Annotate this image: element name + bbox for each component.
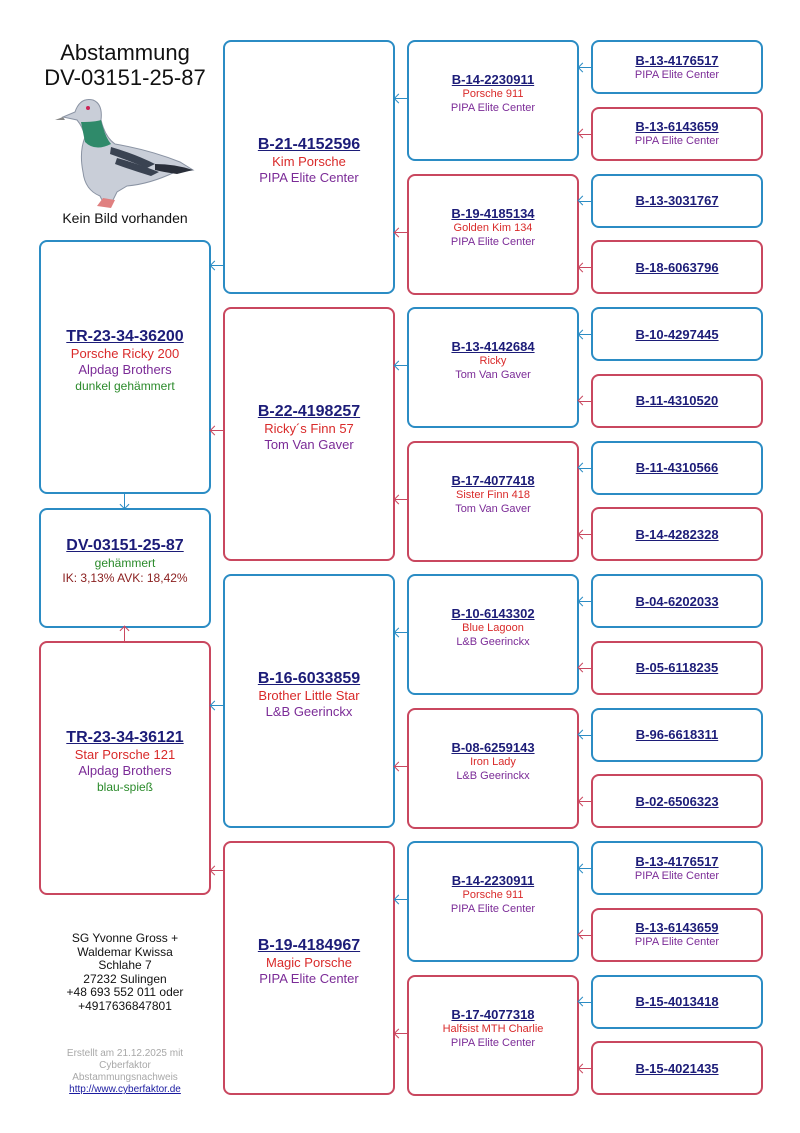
arrow-left-icon xyxy=(579,935,591,936)
great-grandparent-box[interactable] xyxy=(407,174,579,295)
pigeon-info xyxy=(635,53,719,82)
pigeon-image xyxy=(55,92,195,210)
feather-color: gehämmert xyxy=(94,556,156,570)
arrow-left-icon xyxy=(395,499,407,500)
great-great-grandparent-box[interactable] xyxy=(591,507,763,561)
owner-name: PIPA Elite Center xyxy=(634,135,720,148)
pigeon-info xyxy=(451,72,535,115)
arrow-left-icon xyxy=(395,232,407,233)
pigeon-info xyxy=(258,669,360,720)
great-great-grandparent-box[interactable] xyxy=(591,841,763,895)
pigeon-info xyxy=(635,193,718,208)
ring-number-link[interactable]: B-13-6143659 xyxy=(635,119,719,135)
owner-name: Alpdag Brothers xyxy=(78,762,172,778)
arrow-left-icon xyxy=(579,201,591,202)
ring-number-link[interactable]: B-21-4152596 xyxy=(257,135,361,153)
ring-number-link[interactable]: B-22-4198257 xyxy=(257,402,361,420)
ring-number-link[interactable]: B-14-2230911 xyxy=(451,873,535,888)
pigeon-info xyxy=(636,727,718,742)
owner-name: PIPA Elite Center xyxy=(450,1036,536,1049)
pigeon-info xyxy=(451,740,534,783)
arrow-left-icon xyxy=(579,267,591,268)
ring-number-link[interactable]: B-13-3031767 xyxy=(635,193,719,208)
grandparent-box[interactable] xyxy=(223,40,395,294)
owner-name: PIPA Elite Center xyxy=(450,903,536,915)
arrow-left-icon xyxy=(579,735,591,736)
address-line: Waldemar Kwissa xyxy=(77,944,173,959)
arrow-left-icon xyxy=(395,632,407,633)
great-grandparent-box[interactable] xyxy=(407,441,579,562)
great-grandparent-box[interactable] xyxy=(407,975,579,1096)
pigeon-info xyxy=(635,119,719,148)
pigeon-info xyxy=(451,606,534,649)
address-line: 27232 Sulingen xyxy=(83,971,167,986)
pigeon-name: Star Porsche 121 xyxy=(74,746,176,762)
pigeon-info xyxy=(636,393,718,408)
pigeon-info xyxy=(635,594,718,609)
great-great-grandparent-box[interactable] xyxy=(591,708,763,762)
ring-number-link[interactable]: B-04-6202033 xyxy=(635,593,719,609)
owner-name: Tom Van Gaver xyxy=(455,502,531,515)
grandparent-box[interactable] xyxy=(223,574,395,828)
owner-name: L&B Geerinckx xyxy=(456,636,530,648)
great-great-grandparent-box[interactable] xyxy=(591,174,763,228)
pigeon-info xyxy=(635,527,718,542)
arrow-left-icon xyxy=(211,430,223,431)
great-great-grandparent-box[interactable] xyxy=(591,107,763,161)
arrow-left-icon xyxy=(579,1068,591,1069)
subject-box[interactable] xyxy=(39,508,211,628)
owner-name: Tom Van Gaver xyxy=(455,369,531,381)
inbreeding-coefficient: IK: 3,13% AVK: 18,42% xyxy=(62,571,188,585)
pigeon-info xyxy=(451,206,535,249)
dam-box[interactable] xyxy=(39,641,211,895)
pigeon-name: Brother Little Star xyxy=(258,687,360,703)
pigeon-name: Porsche Ricky 200 xyxy=(70,345,180,361)
great-grandparent-box[interactable] xyxy=(407,307,579,428)
arrow-left-icon xyxy=(579,468,591,469)
grandparent-box[interactable] xyxy=(223,307,395,561)
address-line: SG Yvonne Gross + xyxy=(71,931,179,945)
arrow-left-icon xyxy=(211,870,223,871)
pigeon-info xyxy=(635,994,718,1009)
pigeon-info xyxy=(636,660,718,675)
pigeon-name: Porsche 911 xyxy=(462,889,524,901)
arrow-left-icon xyxy=(579,668,591,669)
great-great-grandparent-box[interactable] xyxy=(591,374,763,428)
arrow-left-icon xyxy=(395,1033,407,1034)
footer-line: Abstammungsnachweis xyxy=(72,1072,178,1083)
footer-link[interactable]: http://www.cyberfaktor.de xyxy=(69,1084,181,1095)
title-ring: DV-03151-25-87 xyxy=(44,65,206,90)
ring-number-link[interactable]: DV-03151-25-87 xyxy=(66,537,184,554)
great-great-grandparent-box[interactable] xyxy=(591,40,763,94)
great-grandparent-box[interactable] xyxy=(407,841,579,962)
arrow-left-icon xyxy=(579,601,591,602)
pigeon-info xyxy=(635,327,718,342)
pigeon-name: Kim Porsche xyxy=(272,153,346,169)
pigeon-info xyxy=(258,402,360,453)
pigeon-info xyxy=(258,936,360,987)
owner-name: PIPA Elite Center xyxy=(634,68,720,81)
arrow-left-icon xyxy=(579,1002,591,1003)
ring-number-link[interactable]: B-16-6033859 xyxy=(257,669,361,687)
ring-number-link[interactable]: B-14-2230911 xyxy=(451,72,535,87)
pigeon-info xyxy=(635,260,718,275)
arrow-left-icon xyxy=(395,98,407,99)
title-text: Abstammung xyxy=(60,40,190,65)
great-grandparent-box[interactable] xyxy=(407,708,579,829)
arrow-left-icon xyxy=(395,899,407,900)
pigeon-name: Iron Lady xyxy=(470,755,516,768)
ring-number-link[interactable]: TR-23-34-36200 xyxy=(66,327,184,345)
pigeon-info xyxy=(258,135,360,186)
arrow-left-icon xyxy=(211,265,223,266)
address-line: +48 693 552 011 oder xyxy=(66,985,184,999)
owner-name: PIPA Elite Center xyxy=(450,235,536,248)
grandparent-box[interactable] xyxy=(223,841,395,1095)
owner-name: PIPA Elite Center xyxy=(634,869,720,882)
arrow-left-icon xyxy=(395,766,407,767)
owner-name: Alpdag Brothers xyxy=(78,361,172,377)
ring-number-link[interactable]: B-05-6118235 xyxy=(635,660,719,676)
pigeon-info xyxy=(451,873,535,916)
great-great-grandparent-box[interactable] xyxy=(591,1041,763,1095)
ring-number-link[interactable]: B-11-4310520 xyxy=(635,393,719,409)
pigeon-info xyxy=(451,473,534,516)
arrow-left-icon xyxy=(211,705,223,706)
ring-number-link[interactable]: B-08-6259143 xyxy=(451,739,535,755)
address-line: Schlahe 7 xyxy=(98,958,152,972)
pigeon-name: Magic Porsche xyxy=(266,954,352,970)
owner-name: L&B Geerinckx xyxy=(456,769,530,782)
footer xyxy=(30,1048,220,1096)
ring-number-link[interactable]: B-15-4013418 xyxy=(635,994,719,1009)
great-grandparent-box[interactable] xyxy=(407,40,579,161)
great-great-grandparent-box[interactable] xyxy=(591,574,763,628)
arrow-left-icon xyxy=(579,401,591,402)
great-great-grandparent-box[interactable] xyxy=(591,975,763,1029)
breeder-address xyxy=(30,932,220,1013)
pigeon-info xyxy=(635,920,719,949)
arrow-left-icon xyxy=(579,534,591,535)
owner-name: PIPA Elite Center xyxy=(259,169,359,185)
owner-name: PIPA Elite Center xyxy=(259,970,359,986)
ring-number-link[interactable]: B-11-4310566 xyxy=(635,460,719,475)
great-great-grandparent-box[interactable] xyxy=(591,441,763,495)
pigeon-info xyxy=(451,339,534,382)
owner-name: PIPA Elite Center xyxy=(450,102,536,114)
pigeon-info xyxy=(636,460,718,475)
arrow-left-icon xyxy=(579,868,591,869)
great-great-grandparent-box[interactable] xyxy=(591,908,763,962)
great-great-grandparent-box[interactable] xyxy=(591,641,763,695)
pigeon-info xyxy=(62,536,187,586)
owner-name: Tom Van Gaver xyxy=(264,436,354,452)
feather-color: dunkel gehämmert xyxy=(75,378,175,393)
pigeon-name: Blue Lagoon xyxy=(462,622,524,634)
great-great-grandparent-box[interactable] xyxy=(591,774,763,828)
ring-number-link[interactable]: TR-23-34-36121 xyxy=(66,728,184,746)
ring-number-link[interactable]: B-17-4077418 xyxy=(451,472,535,488)
ring-number-link[interactable]: B-14-4282328 xyxy=(635,526,719,542)
ring-number-link[interactable]: B-13-4176517 xyxy=(635,853,719,869)
ring-number-link[interactable]: B-10-6143302 xyxy=(451,606,535,621)
pigeon-name: Sister Finn 418 xyxy=(456,488,530,501)
page-title xyxy=(30,40,220,90)
sire-box[interactable] xyxy=(39,240,211,494)
pigeon-info xyxy=(635,1061,718,1076)
pigeon-name: Ricky xyxy=(479,355,507,367)
ring-number-link[interactable]: B-17-4077318 xyxy=(451,1006,535,1022)
great-great-grandparent-box[interactable] xyxy=(591,240,763,294)
footer-line: Cyberfaktor xyxy=(99,1060,151,1071)
pigeon-name: Golden Kim 134 xyxy=(453,221,533,234)
pigeon-info xyxy=(635,854,719,883)
pigeon-info xyxy=(635,794,718,809)
ring-number-link[interactable]: B-19-4184967 xyxy=(257,936,361,954)
pigeon-name: Porsche 911 xyxy=(462,88,524,100)
ring-number-link[interactable]: B-02-6506323 xyxy=(635,793,719,809)
feather-color: blau-spieß xyxy=(96,779,154,794)
pigeon-name: Halfsist MTH Charlie xyxy=(442,1022,544,1035)
pigeon-info xyxy=(66,728,183,795)
great-grandparent-box[interactable] xyxy=(407,574,579,695)
arrow-up-icon xyxy=(124,627,125,641)
ring-number-link[interactable]: B-10-4297445 xyxy=(635,326,719,342)
arrow-left-icon xyxy=(579,801,591,802)
ring-number-link[interactable]: B-13-4176517 xyxy=(635,52,719,68)
address-line: +4917636847801 xyxy=(78,998,172,1013)
arrow-left-icon xyxy=(395,365,407,366)
pigeon-info xyxy=(66,327,183,394)
no-image-caption: Kein Bild vorhanden xyxy=(62,210,188,226)
ring-number-link[interactable]: B-15-4021435 xyxy=(635,1060,719,1076)
pigeon-info xyxy=(443,1007,544,1050)
ring-number-link[interactable]: B-13-4142684 xyxy=(451,339,535,354)
arrow-down-icon xyxy=(124,494,125,508)
arrow-left-icon xyxy=(579,67,591,68)
owner-name: PIPA Elite Center xyxy=(634,936,720,949)
ring-number-link[interactable]: B-18-6063796 xyxy=(635,259,719,275)
arrow-left-icon xyxy=(579,334,591,335)
ring-number-link[interactable]: B-96-6618311 xyxy=(635,727,719,742)
footer-line: Erstellt am 21.12.2025 mit xyxy=(66,1048,184,1059)
great-great-grandparent-box[interactable] xyxy=(591,307,763,361)
ring-number-link[interactable]: B-13-6143659 xyxy=(635,920,719,936)
pigeon-name: Ricky´s Finn 57 xyxy=(264,420,354,436)
ring-number-link[interactable]: B-19-4185134 xyxy=(451,205,535,221)
owner-name: L&B Geerinckx xyxy=(265,703,353,719)
arrow-left-icon xyxy=(579,134,591,135)
